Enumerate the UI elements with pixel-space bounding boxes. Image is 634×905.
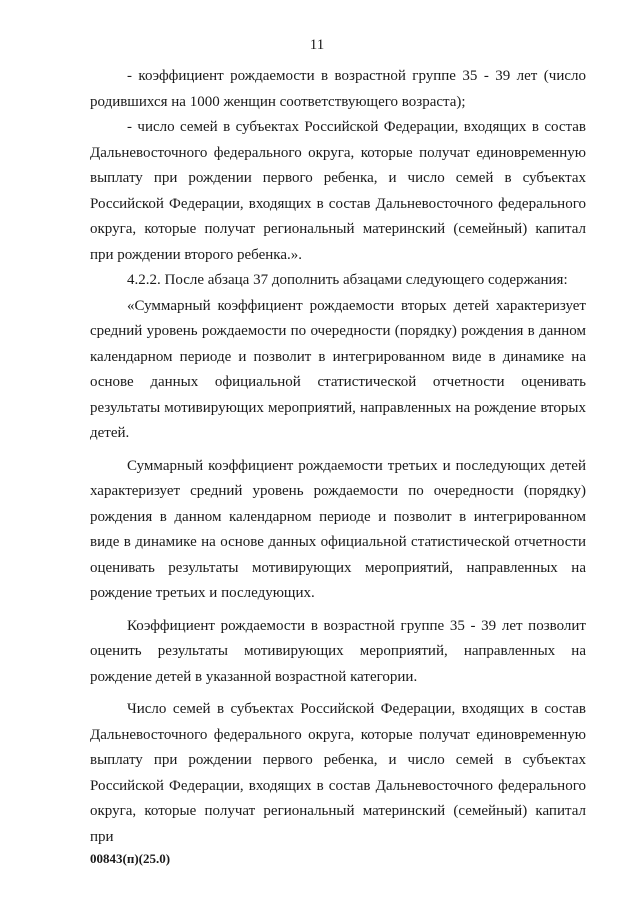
document-body xyxy=(90,64,586,850)
paragraph-third-children-coefficient: Суммарный коэффициент рождаемости третьих и последующих детей характеризует средний уровень рождаемости по очередности (порядку) рождения в данном календарном периоде и позволит в интегрированном виде в динамике на основе данных официальной статистической отчетности оценивать результаты мотивирующих мероприятий, направленных на рождение третьих и последующих. xyxy=(90,457,586,601)
paragraph-age-group-coefficient-item: - коэффициент рождаемости в возрастной группе 35 - 39 лет (число родившихся на 1000 женщин соответствующего возраста); xyxy=(90,68,586,110)
document-code: 00843(п)(25.0) xyxy=(90,851,171,866)
paragraph-second-children-coefficient: «Суммарный коэффициент рождаемости вторых детей характеризует средний уровень рождаемости по очередности (порядку) рождения в данном календарном периоде и позволит в интегрированном виде в динамике на основе данных официальной статистической отчетности оценивать результаты мотивирующих мероприятий, направленных на рождение вторых детей. xyxy=(90,297,586,441)
page-number: 11 xyxy=(309,37,325,53)
paragraph-amendment-4-2-2: 4.2.2. После абзаца 37 дополнить абзацами следующего содержания: xyxy=(127,272,568,288)
paragraph-age-group-coefficient: Коэффициент рождаемости в возрастной группе 35 - 39 лет позволит оценить результаты мотивирующих мероприятий, направленных на рождение детей в указанной возрастной категории. xyxy=(90,617,586,685)
paragraph-families-count-item: - число семей в субъектах Российской Федерации, входящих в состав Дальневосточного федерального округа, которые получат единовременную выплату при рождении первого ребенка, и число семей в субъектах Российской Федерации, входящих в состав Дальневосточного федерального округа, которые получат региональный материнский (семейный) капитал при рождении второго ребенка.». xyxy=(90,119,586,263)
paragraph-families-count: Число семей в субъектах Российской Федерации, входящих в состав Дальневосточного федерального округа, которые получат единовременную выплату при рождении первого ребенка, и число семей в субъектах Российской Федерации, входящих в состав Дальневосточного федерального округа, которые получат региональный материнский (семейный) капитал при xyxy=(90,701,586,845)
